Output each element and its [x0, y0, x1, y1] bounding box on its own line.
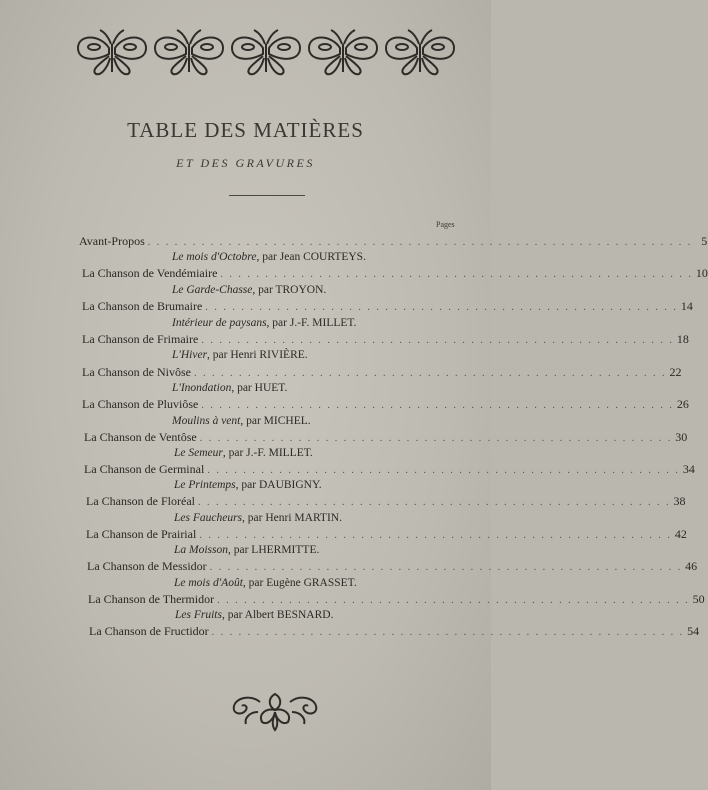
page-number: 46 [685, 559, 698, 573]
pages-column-label: Pages [436, 220, 455, 229]
title-rule [229, 195, 305, 196]
engraving-caption: L'Inondation, par HUET. [172, 382, 288, 394]
page-number: 26 [676, 397, 689, 411]
page-title: TABLE DES MATIÈRES [127, 118, 364, 142]
engraving-caption: L'Hiver, par Henri RIVIÈRE. [172, 349, 308, 361]
toc-entry [86, 494, 686, 508]
engraving-caption: Les Fruits, par Albert BESNARD. [175, 609, 334, 621]
dot-leader: . . . . . . . . . . . . . . . . . . . . . . . . . . . . . . . . . . . . . . . . . . . . . . . . . . . . . [201, 400, 674, 411]
toc-entry [82, 299, 693, 313]
engraving-caption: Le Semeur, par J.-F. MILLET. [174, 447, 313, 459]
page-number: 34 [682, 462, 695, 476]
toc-entry [87, 559, 698, 573]
dot-leader: . . . . . . . . . . . . . . . . . . . . . . . . . . . . . . . . . . . . . . . . . . . . . . . . . . . . . [199, 433, 673, 444]
toc-entry [82, 332, 689, 346]
dot-leader: . . . . . . . . . . . . . . . . . . . . . . . . . . . . . . . . . . . . . . . . . . . . . . . . . . . . . [209, 562, 683, 573]
toc-entry-label: La Chanson de Germinal [84, 462, 205, 476]
page-number: 14 [680, 299, 693, 313]
engraving-caption: Le mois d'Août, par Eugène GRASSET. [174, 577, 357, 589]
toc-entry-label: La Chanson de Thermidor [88, 592, 215, 606]
page-number: 18 [676, 332, 689, 346]
engraving-caption: Le Printemps, par DAUBIGNY. [174, 479, 322, 491]
toc-entry-label: La Chanson de Frimaire [82, 332, 199, 346]
page-number: 50 [692, 592, 705, 606]
page-number: 42 [674, 527, 687, 541]
moth-frieze-ornament [74, 26, 459, 78]
toc-entry-label: La Chanson de Brumaire [82, 299, 203, 313]
engraving-caption: Intérieur de paysans, par J.-F. MILLET. [172, 317, 357, 329]
dot-leader: . . . . . . . . . . . . . . . . . . . . . . . . . . . . . . . . . . . . . . . . . . . . . . . . . . . . . [193, 368, 667, 379]
engraving-caption: La Moisson, par LHERMITTE. [174, 544, 320, 556]
toc-entry [82, 365, 682, 379]
toc-entry [88, 592, 705, 606]
toc-entry-label: La Chanson de Fructidor [89, 624, 209, 638]
page-number: 54 [687, 624, 700, 638]
page-number: 22 [669, 365, 682, 379]
toc-entry [82, 397, 689, 411]
toc-entry-label: La Chanson de Nivôse [82, 365, 191, 379]
page-subtitle: ET DES GRAVURES [176, 156, 315, 170]
engraving-caption: Le Garde-Chasse, par TROYON. [172, 284, 327, 296]
toc-entry [82, 266, 708, 280]
toc-entry [89, 624, 700, 638]
engraving-caption: Le mois d'Octobre, par Jean COURTEYS. [172, 251, 366, 263]
toc-entry-avant-propos [79, 234, 708, 248]
toc-entry [86, 527, 687, 541]
toc-entry-label: Avant-Propos [79, 234, 145, 248]
page-number: 10 [695, 266, 708, 280]
page-number: 38 [673, 494, 686, 508]
toc-entry-label: La Chanson de Ventôse [84, 430, 197, 444]
toc-entry-label: La Chanson de Vendémiaire [82, 266, 218, 280]
dot-leader: . . . . . . . . . . . . . . . . . . . . . . . . . . . . . . . . . . . . . . . . . . . . . . . . . . . . . [199, 530, 672, 541]
dot-leader: . . . . . . . . . . . . . . . . . . . . . . . . . . . . . . . . . . . . . . . . . . . . . . . . . . . . . [205, 302, 678, 313]
toc-entry-label: La Chanson de Floréal [86, 494, 195, 508]
dot-leader: . . . . . . . . . . . . . . . . . . . . . . . . . . . . . . . . . . . . . . . . . . . . . . . . . . . . . [201, 335, 674, 346]
dot-leader: . . . . . . . . . . . . . . . . . . . . . . . . . . . . . . . . . . . . . . . . . . . . . . . . . . . . . [217, 595, 690, 606]
page-number: 30 [675, 430, 688, 444]
engraving-caption: Moulins à vent, par MICHEL. [172, 415, 311, 427]
dot-leader: . . . . . . . . . . . . . . . . . . . . . . . . . . . . . . . . . . . . . . . . . . . . . . . . . . . . . [207, 465, 680, 476]
dot-leader: . . . . . . . . . . . . . . . . . . . . . . . . . . . . . . . . . . . . . . . . . . . . . . . . . . . . . [197, 497, 671, 508]
page-number: 5 [701, 234, 708, 248]
toc-entry-label: La Chanson de Pluviôse [82, 397, 199, 411]
engraving-caption: Les Faucheurs, par Henri MARTIN. [174, 512, 342, 524]
toc-entry-label: La Chanson de Prairial [86, 527, 197, 541]
toc-entry-label: La Chanson de Messidor [87, 559, 207, 573]
toc-entry [84, 462, 695, 476]
floral-tailpiece-ornament [228, 688, 322, 732]
dot-leader: . . . . . . . . . . . . . . . . . . . . . . . . . . . . . . . . . . . . . . . . . . . . . . . . . . . . . [211, 627, 685, 638]
dot-leader: . . . . . . . . . . . . . . . . . . . . . . . . . . . . . . . . . . . . . . . . . . . . . . . . . . . . . . . . . . . . . [147, 237, 693, 248]
toc-entry [84, 430, 688, 444]
dot-leader: . . . . . . . . . . . . . . . . . . . . . . . . . . . . . . . . . . . . . . . . . . . . . . . . . . . . . [220, 269, 693, 280]
